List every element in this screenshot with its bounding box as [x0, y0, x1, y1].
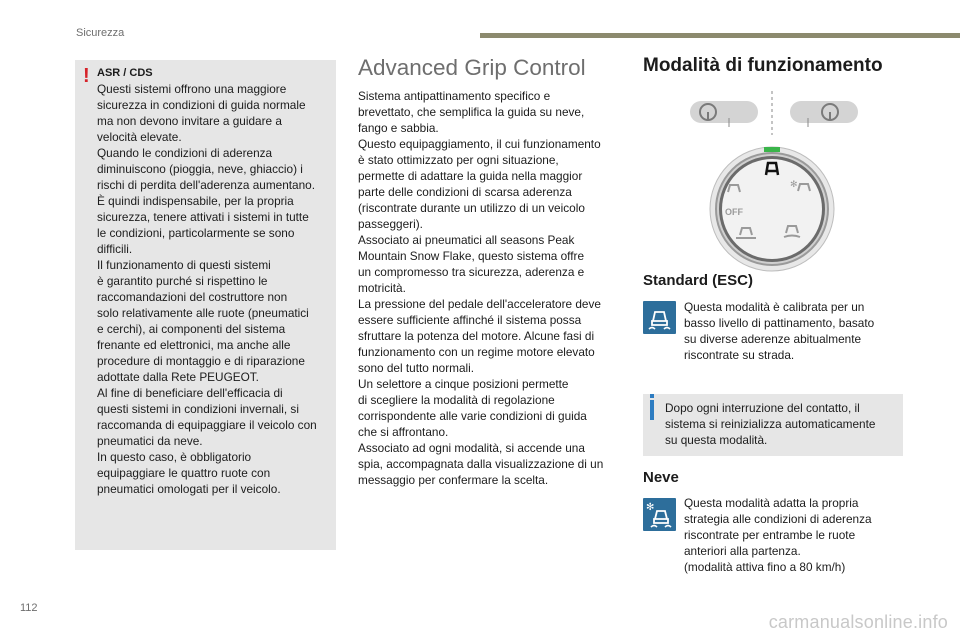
warning-title: ASR / CDS	[97, 67, 153, 79]
advanced-grip-text: Sistema antipattinamento specifico e brevettato, che semplifica la guida su neve, fango e sabbia. Questo equipaggiamento, il cui funzionamento è stato ottimizzato per ogni situazione, permette di adattare la guida nella maggior parte delle condizioni di scarsa aderenza (riscontrate durante un utilizzo di un veicolo passeggeri). Associato ai pneumatici all seasons Peak Mountain Snow Flake, questo sistema offre un compromesso tra sicurezza, aderenza e motricità. La pressione del pedale dell'acceleratore deve essere sufficiente affinché il sistema possa sfruttare la potenza del motore. Alcune fasi di funzionamento con un regime motore elevato sono del tutto normali. Un selettore a cinque posizioni permette di scegliere la modalità di regolazione corrispondente alle varie condizioni di guida che si affrontano. Associato ad ogni modalità, si accende una spia, accompagnata dalla visualizzazione di un messaggio per confermare la scelta.	[358, 89, 604, 487]
svg-text:✻: ✻	[790, 179, 798, 189]
info-text: Dopo ogni interruzione del contatto, il sistema si reinizializza automaticamente su questa modalità.	[665, 401, 876, 447]
warning-text: Questi sistemi offrono una maggiore sicurezza in condizioni di guida normale ma non devono invitare a guidare a velocità elevate. Quando le condizioni di aderenza diminuiscono (pioggia, neve, ghiaccio) i rischi di perdita dell'aderenza aumentano. È quindi indispensabile, per la propria sicurezza, tenere attivati i sistemi in tutte le condizioni, particolarmente se sono difficili. Il funzionamento di questi sistemi è garantito purché si rispettino le raccomandazioni del costruttore non solo relativamente alle ruote (pneumatici e cerchi), ai componenti del sistema frenante ed elettronici, ma anche alle procedure di montaggio e di riparazione adottate dalla Rete PEUGEOT. Al fine di beneficiare dell'efficacia di questi sistemi in condizioni invernali, si raccomanda di equipaggiare il veicolo con pneumatici da neve. In questo caso, è obbligatorio equipaggiare le quattro ruote con pneumatici omologati per il veicolo.	[97, 82, 317, 496]
steering-lamp-right-icon	[790, 101, 858, 127]
standard-esc-title: Standard (ESC)	[643, 272, 754, 289]
info-box	[643, 394, 903, 456]
page-number: 112	[20, 602, 38, 614]
snowflake-car-icon	[643, 498, 676, 531]
modes-title: Modalità di funzionamento	[643, 55, 883, 76]
warning-box	[75, 60, 336, 550]
section-label: Sicurezza	[76, 27, 125, 39]
neve-text: Questa modalità adatta la propria strategia alle condizioni di aderenza riscontrate per entrambe le ruote anteriori alla partenza. (modalità attiva fino a 80 km/h)	[684, 496, 872, 574]
exclamation-icon: !	[83, 65, 90, 87]
grip-control-dial-diagram	[680, 87, 870, 272]
standard-esc-text: Questa modalità è calibrata per un basso livello di pattinamento, basato su diverse aderenze abitualmente riscontrate su strada.	[684, 300, 875, 362]
header-rule	[480, 33, 960, 38]
mode-selector-dial	[710, 147, 834, 271]
svg-text:✻: ✻	[646, 502, 655, 513]
info-icon	[650, 400, 654, 420]
neve-title: Neve	[643, 469, 679, 486]
active-mode-indicator	[764, 147, 780, 152]
steering-lamp-left-icon	[690, 101, 758, 127]
watermark: carmanualsonline.info	[768, 612, 948, 632]
car-traction-icon	[643, 301, 676, 334]
dial-off-label: OFF	[725, 207, 743, 217]
advanced-grip-title: Advanced Grip Control	[358, 55, 586, 80]
